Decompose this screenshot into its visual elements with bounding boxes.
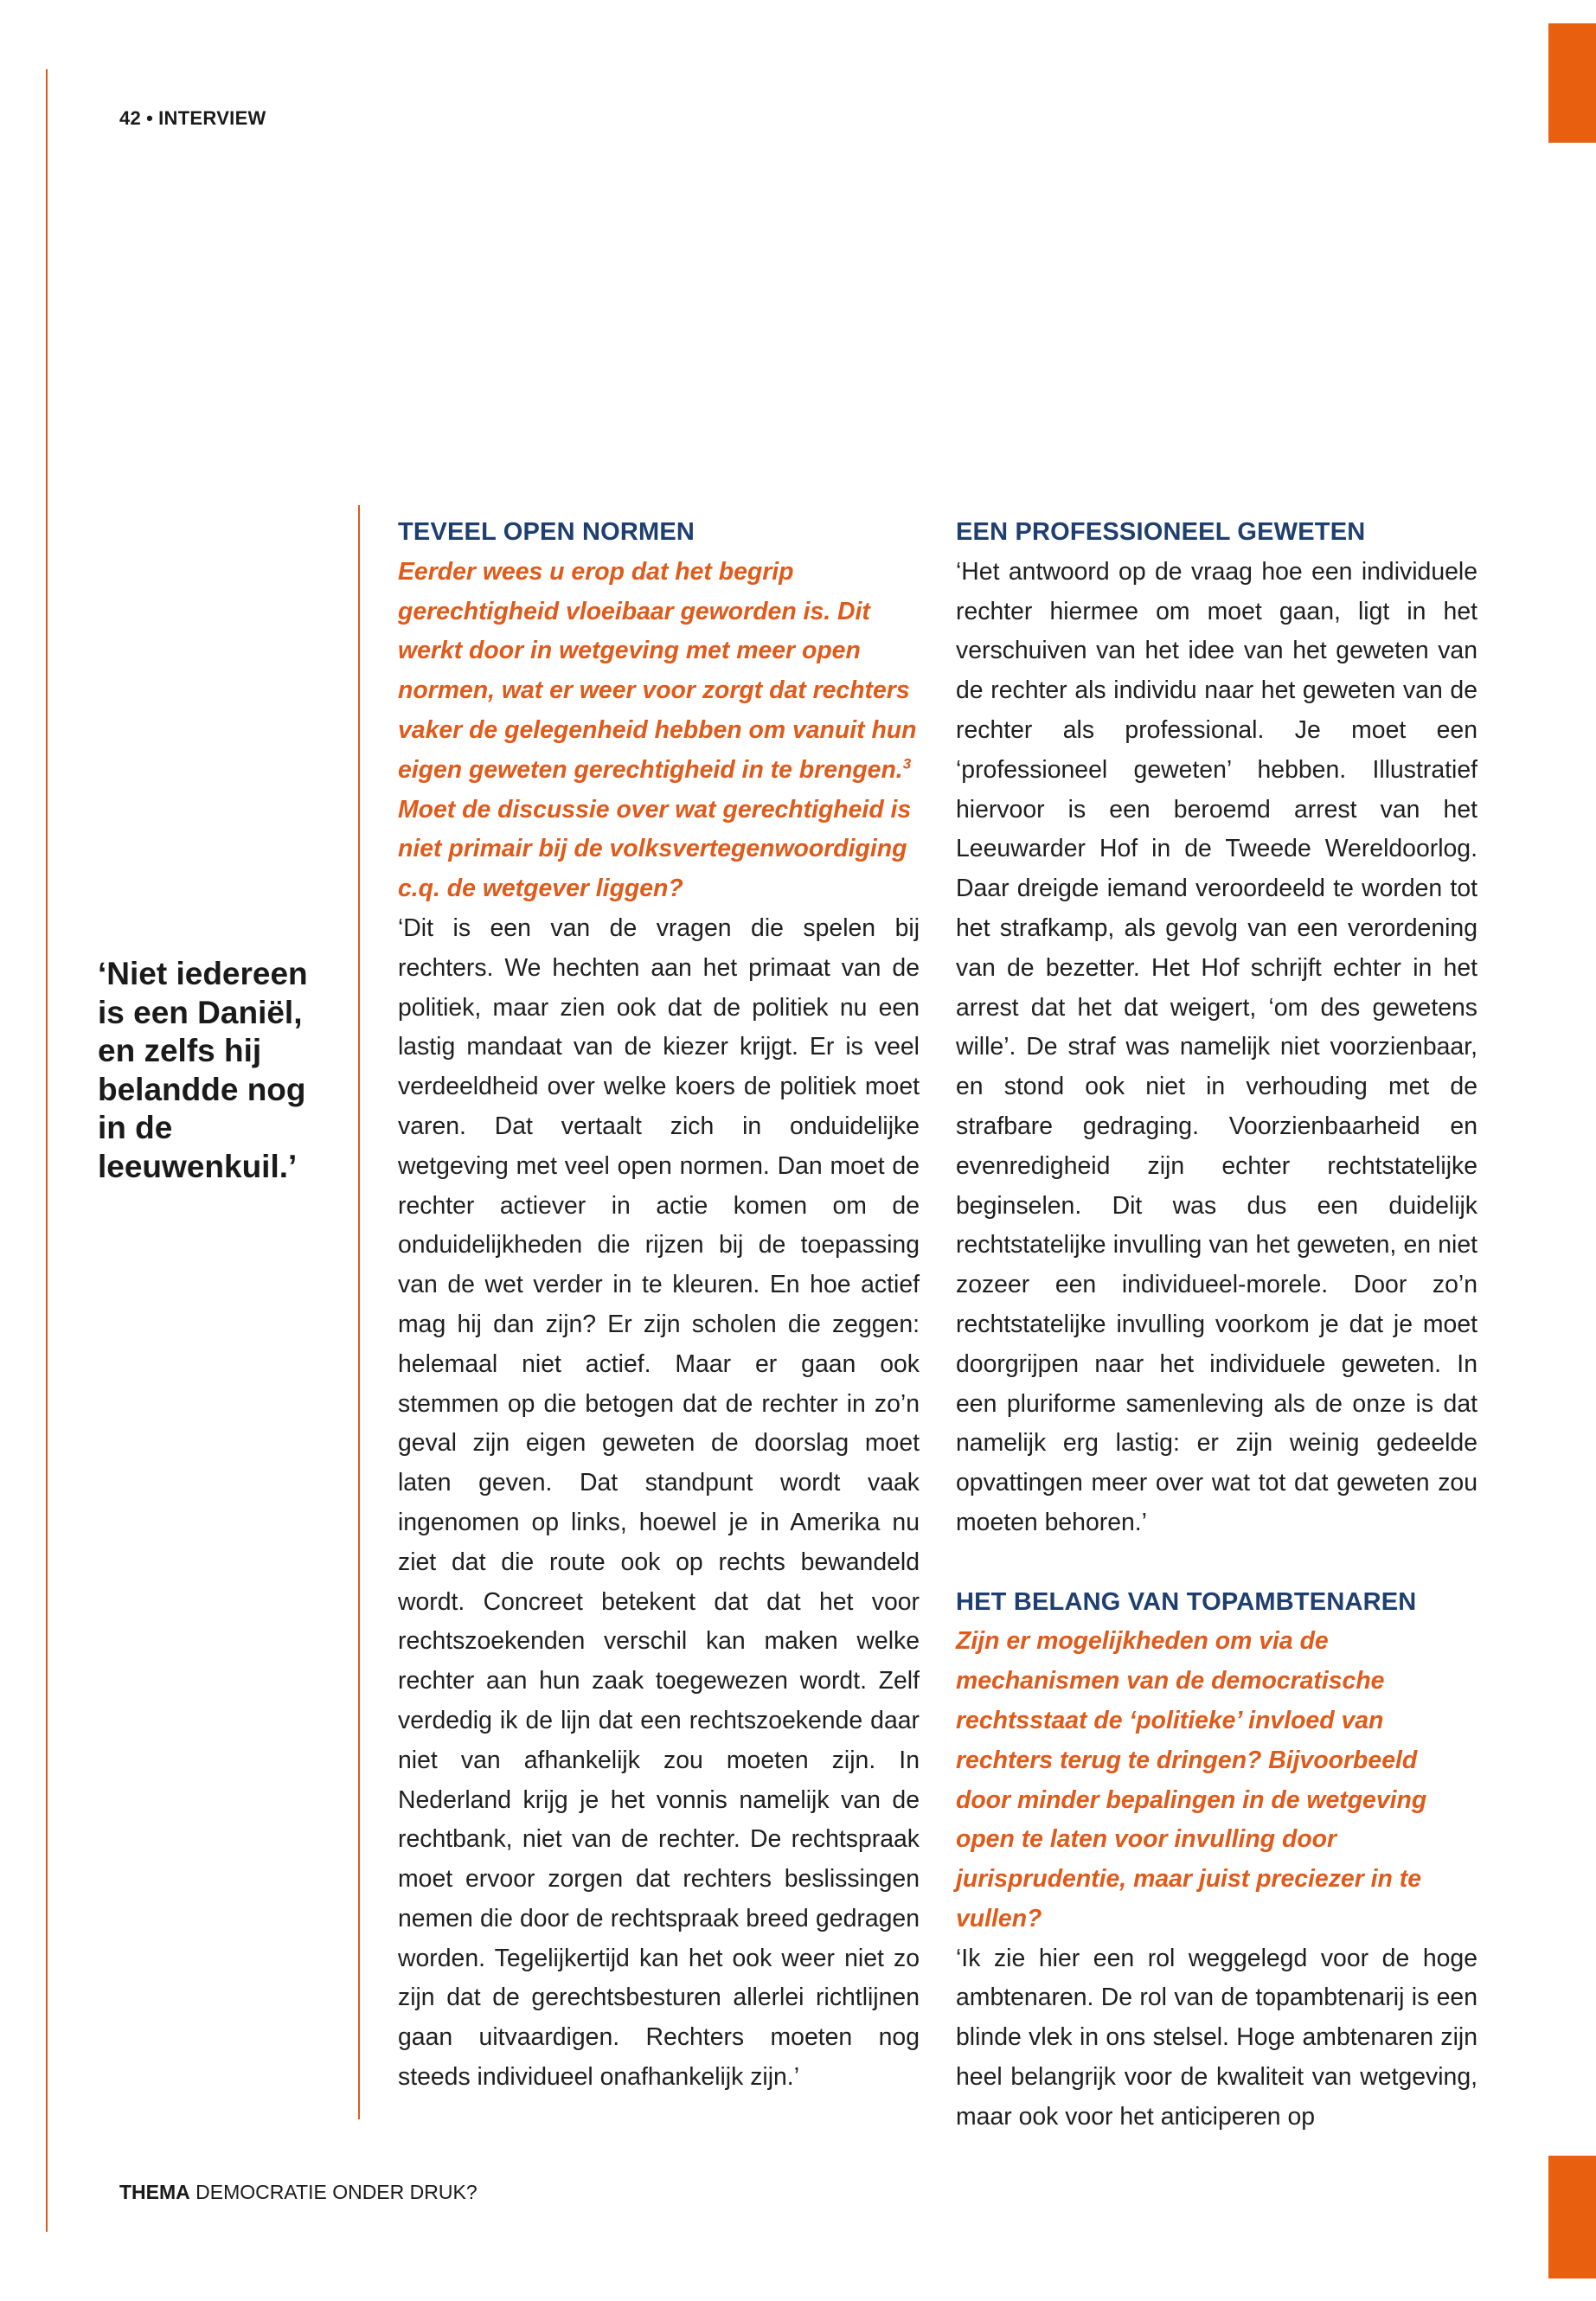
running-header xyxy=(119,107,266,130)
section-heading-top-officials: HET BELANG VAN TOPAMBTENAREN xyxy=(956,1587,1417,1616)
footer-title: DEMOCRATIE ONDER DRUK? xyxy=(195,2181,478,2203)
page-number: 42 xyxy=(119,107,142,129)
top-edge-tab xyxy=(1548,23,1596,143)
footer-brand: THEMA xyxy=(119,2181,190,2203)
running-footer xyxy=(119,2181,478,2204)
header-separator: • xyxy=(146,107,154,129)
footnote-ref: 3 xyxy=(902,755,912,772)
bottom-edge-tab xyxy=(1548,2156,1596,2279)
section-label: INTERVIEW xyxy=(158,107,266,129)
interview-answer-2: ‘Het antwoord op de vraag hoe een individuele rechter hiermee om moet gaan, ligt in het verschuiven van het idee van het geweten van de rechter als individu naar het geweten van de rechter als professional. Je moet een ‘professioneel geweten’ hebben. Illustratief hiervoor is een beroemd arrest van het Leeuwarder Hof in de Tweede Wereldoorlog. Daar dreigde iemand veroordeeld te worden tot het strafkamp, als gevolg van een verordening van de bezetter. Het Hof schrijft echter in het arrest dat het dat weigert, ‘om des gewetens wille’. De straf was namelijk niet voorzienbaar, en stond ook niet in verhouding met de strafbare gedraging. Voorzienbaarheid en evenredigheid zijn echter rechtstatelijke beginselen. Dit was dus een duidelijk rechtstatelijke invulling van het geweten, en niet zozeer een individueel-morele. Door zo’n rechtstatelijke invulling voorkom je dat je moet doorgrijpen naar het individuele geweten. In een pluriforme samenleving als de onze is dat namelijk erg lastig: er zijn weinig gedeelde opvattingen meer over wat tot dat geweten zou moeten behoren.’ xyxy=(956,557,1477,1536)
article-column-2 xyxy=(956,513,1477,2138)
article-column-1 xyxy=(398,513,920,2098)
interview-question-2: Zijn er mogelijkheden om via de mechanismen van de democratische rechtsstaat de ‘politieke’ invloed van rechters terug te dringen? Bijvoorbeeld door minder bepalingen in de wetgeving open te laten voor invulling door jurisprudentie, maar juist preciezer in te vullen? xyxy=(956,1627,1427,1932)
interview-answer-3: ‘Ik zie hier een rol weggelegd voor de hoge ambtenaren. De rol van de topambtenarij is een blinde vlek in ons stelsel. Hoge ambtenaren zijn heel belangrijk voor de kwaliteit van wetgeving, maar ook voor het anticiperen op xyxy=(956,1944,1477,2131)
interview-question-1: Eerder wees u erop dat het begrip gerechtigheid vloeibaar geworden is. Dit werkt door in wetgeving met meer open normen, wat er weer voor zorgt dat rechters vaker de gelegenheid hebben om vanuit hun eigen geweten gerechtigheid in te brengen.$^3$ Moet de discussie over wat gerechtigheid is niet primair bij de volksvertegenwoordiging c.q. de wetgever liggen? xyxy=(398,557,917,903)
left-margin-rule xyxy=(46,69,48,2232)
section-heading-professional-conscience: EEN PROFESSIONEEL GEWETEN xyxy=(956,518,1366,546)
interview-answer-1: ‘Dit is een van de vragen die spelen bij rechters. We hechten aan het primaat van de politiek, maar zien ook dat de politiek nu een lastig mandaat van de kiezer krijgt. Er is veel verdeeldheid over welke koers de politiek moet varen. Dat vertaalt zich in onduidelijke wetgeving met veel open normen. Dan moet de rechter actiever in actie komen om de onduidelijkheden die rijzen bij de toepassing van de wet verder in te kleuren. En hoe actief mag hij dan zijn? Er zijn scholen die zeggen: helemaal niet actief. Maar er gaan ook stemmen op die betogen dat de rechter in zo’n geval zijn eigen geweten de doorslag moet laten geven. Dat standpunt wordt vaak ingenomen op links, hoewel je in Amerika nu ziet dat die route ook op rechts bewandeld wordt. Concreet betekent dat dat het voor rechtszoekenden verschil kan maken welke rechter aan hun zaak toegewezen wordt. Zelf verdedig ik de lijn dat een rechtszoekende daar niet van afhankelijk zou moeten zijn. In Nederland krijg je het vonnis namelijk van de rechtbank, niet van de rechter. De rechtspraak moet ervoor zorgen dat rechters beslissingen nemen die door de rechtspraak breed gedragen worden. Tegelijkertijd kan het ook weer niet zo zijn dat de gerechtsbesturen allerlei richtlijnen gaan uitvaardigen. Rechters moeten nog steeds individueel onafhankelijk zijn.’ xyxy=(398,913,920,2092)
pull-quote: ‘Niet iedereen is een Daniël, en zelfs hij belandde nog in de leeuwenkuil.’ xyxy=(98,956,308,1184)
section-heading-open-norms: TEVEEL OPEN NORMEN xyxy=(398,518,695,546)
column-divider-rule xyxy=(358,505,360,2119)
